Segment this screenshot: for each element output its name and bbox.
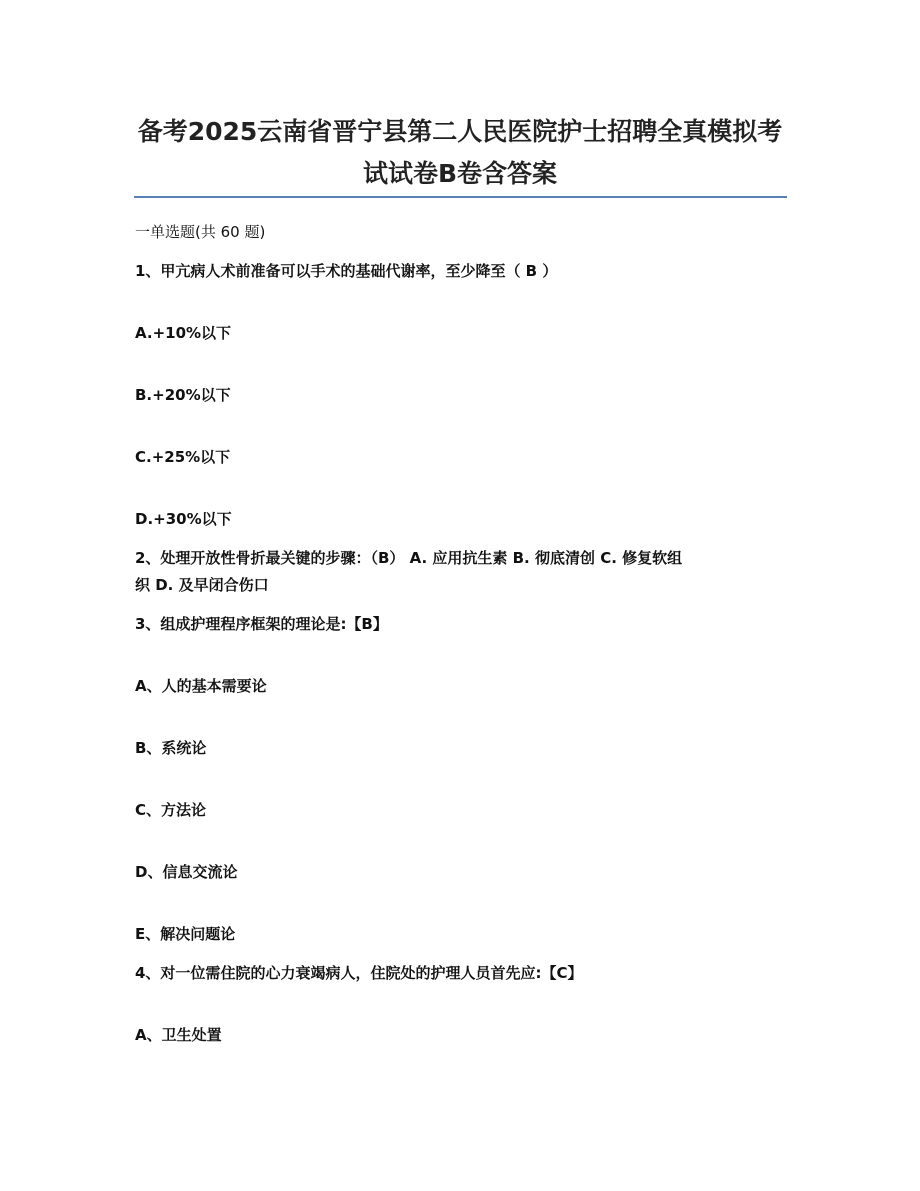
question-4: 4、对一位需住院的心力衰竭病人，住院处的护理人员首先应:【C】 [135,964,583,982]
question-4-option-a: A、卫生处置 [135,1026,222,1044]
section-heading: 一单选题(共 60 题) [135,223,266,241]
question-1-option-d: D.+30%以下 [135,510,232,528]
question-2-line1: 2、处理开放性骨折最关键的步骤：（B） A. 应用抗生素 B. 彻底清创 C. 修复软组 [135,549,683,567]
question-3-option-e: E、解决问题论 [135,925,236,943]
question-3-option-d: D、信息交流论 [135,863,238,881]
question-1: 1、甲亢病人术前准备可以手术的基础代谢率，至少降至（ B ） [135,262,558,280]
question-3-option-b: B、系统论 [135,739,207,757]
question-1-option-c: C.+25%以下 [135,448,231,466]
question-3-option-c: C、方法论 [135,801,207,819]
question-3: 3、组成护理程序框架的理论是:【B】 [135,615,388,633]
title-divider [134,196,787,198]
question-1-option-b: B.+20%以下 [135,386,231,404]
question-2-line2: 织 D. 及早闭合伤口 [135,576,269,594]
question-3-option-a: A、人的基本需要论 [135,677,267,695]
document-title-line1: 备考2025云南省晋宁县第二人民医院护士招聘全真模拟考 [137,117,783,146]
document-title-line2: 试试卷B卷含答案 [362,159,558,188]
question-1-option-a: A.+10%以下 [135,324,232,342]
